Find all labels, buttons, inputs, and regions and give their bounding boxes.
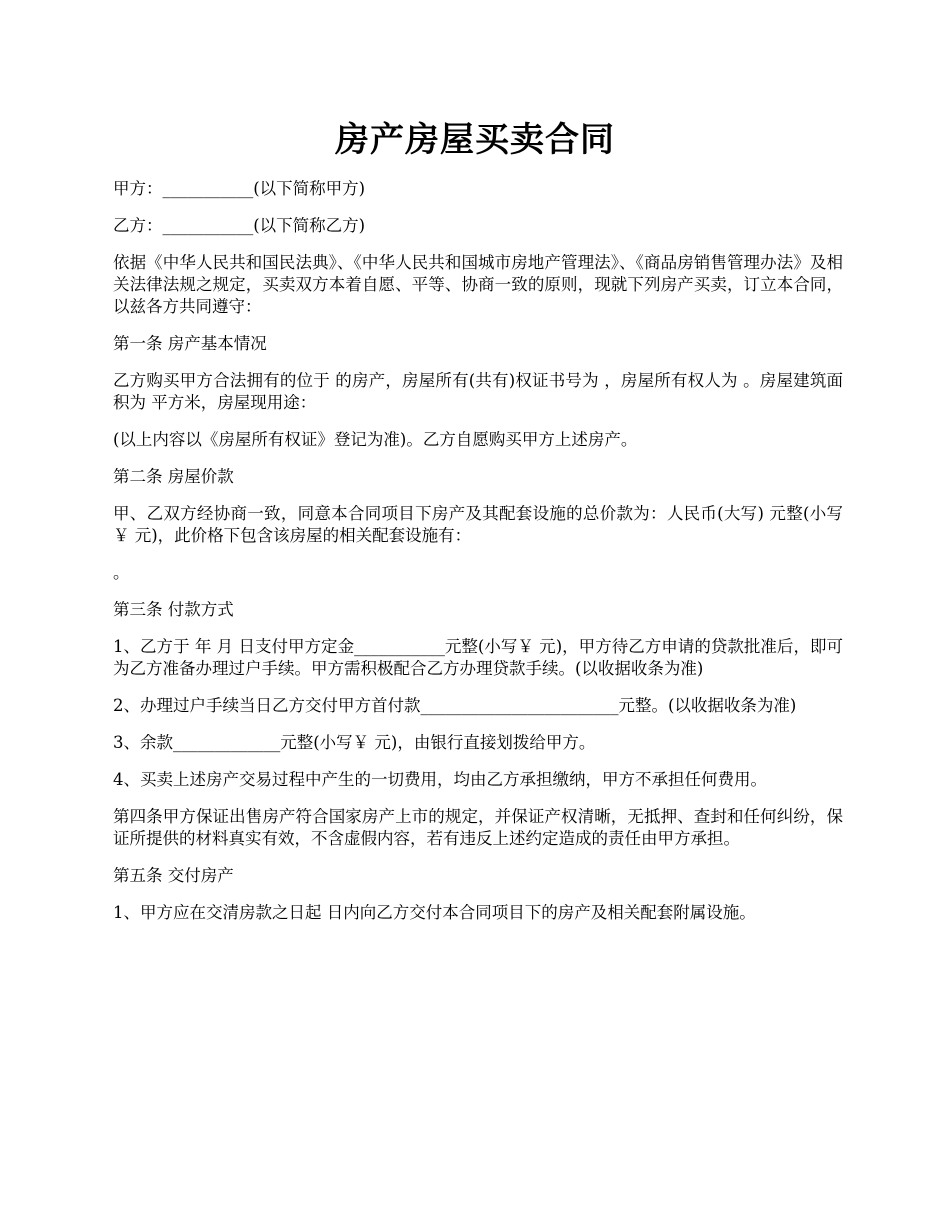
article-5-heading: 第五条 交付房产 — [113, 866, 234, 885]
article-3-heading: 第三条 付款方式 — [113, 600, 234, 619]
party-a-line: 甲方：___________(以下简称甲方) — [113, 179, 366, 198]
document-body — [113, 178, 843, 939]
preamble-paragraph: 依据《中华人民共和国民法典》、《中华人民共和国城市房地产管理法》、《商品房销售管理办法》及相关法律法规之规定，买卖双方本着自愿、平等、协商一致的原则，现就下列房产买卖，订立本合同，以兹各方共同遵守： — [113, 253, 843, 316]
article-1-note: (以上内容以《房屋所有权证》登记为准)。乙方自愿购买甲方上述房产。 — [113, 430, 638, 449]
article-4-paragraph: 第四条甲方保证出售房产符合国家房产上市的规定，并保证产权清晰，无抵押、查封和任何纠纷，保证所提供的材料真实有效，不含虚假内容，若有违反上述约定造成的责任由甲方承担。 — [113, 807, 843, 848]
document-title: 房产房屋买卖合同 — [335, 120, 615, 160]
article-2-paragraph: 甲、乙双方经协商一致，同意本合同项目下房产及其配套设施的总价款为：人民币(大写) 元整(小写￥ 元)，此价格下包含该房屋的相关配套设施有： — [113, 504, 843, 545]
article-2-heading: 第二条 房屋价款 — [113, 467, 234, 486]
party-b-line: 乙方：___________(以下简称乙方) — [113, 216, 366, 235]
article-1-paragraph: 乙方购买甲方合法拥有的位于 的房产，房屋所有(共有)权证书号为 ，房屋所有权人为 。房屋建筑面积为 平方米，房屋现用途： — [113, 371, 843, 412]
article-3-clause-2: 2、办理过户手续当日乙方交付甲方首付款________________________元整。(以收据收条为准) — [113, 696, 797, 715]
article-5-clause-1: 1、甲方应在交清房款之日起 日内向乙方交付本合同项目下的房产及相关配套附属设施。 — [113, 903, 756, 922]
article-3-clause-3: 3、余款_____________元整(小写￥ 元)，由银行直接划拨给甲方。 — [113, 733, 596, 752]
article-2-continuation: 。 — [113, 563, 130, 582]
article-3-clause-4: 4、买卖上述房产交易过程中产生的一切费用，均由乙方承担缴纳，甲方不承担任何费用。 — [113, 770, 767, 789]
article-3-clause-1: 1、乙方于 年 月 日支付甲方定金___________元整(小写￥ 元)，甲方待乙方申请的贷款批准后，即可为乙方准备办理过户手续。甲方需积极配合乙方办理贷款手续。(以收据收条为准) — [113, 637, 843, 678]
article-1-heading: 第一条 房产基本情况 — [113, 334, 267, 353]
